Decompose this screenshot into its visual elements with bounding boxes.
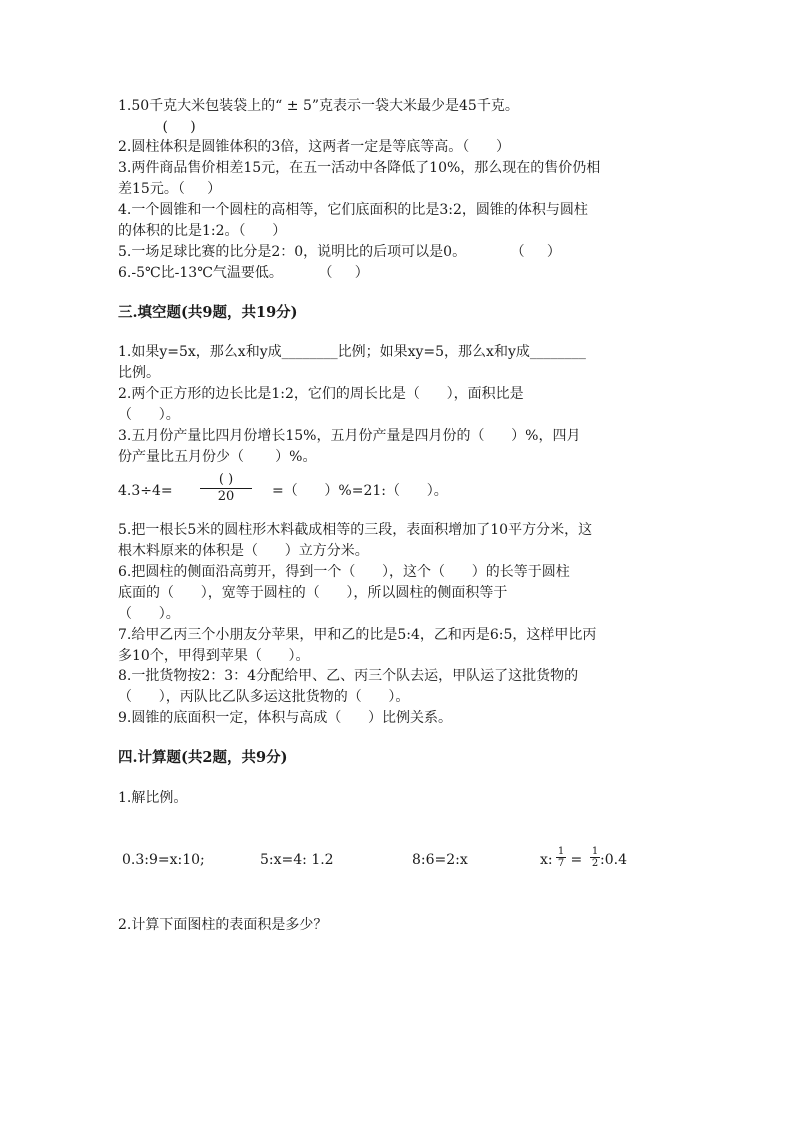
fill-q1: 1.如果y=5x，那么x和y成________比例；如果xy=5，那么x和y成________ <box>118 344 586 360</box>
fill-q4-fraction-num: ( ) <box>218 472 234 487</box>
calc-eq2: 5:x=4: 1.2 <box>260 852 334 868</box>
calc-eq4-prefix: x: <box>540 852 553 868</box>
fill-q7-cont: 多10个，甲得到苹果（ ）。 <box>118 648 310 664</box>
fill-q9: 9.圆锥的底面积一定，体积与高成（ ）比例关系。 <box>118 710 453 726</box>
calc-eq1: 0.3:9=x:10; <box>122 852 205 868</box>
judge-q3-cont: 差15元。（ ） <box>118 181 222 197</box>
section4-title: 四.计算题(共2题，共9分) <box>118 749 288 766</box>
fill-q3-cont: 份产量比五月份少（ ）%。 <box>118 449 317 465</box>
calc-q2: 2.计算下面图柱的表面积是多少？ <box>118 917 328 933</box>
calc-q1: 1.解比例。 <box>118 790 188 806</box>
judge-q1: 1.50千克大米包装袋上的“ ± 5”克表示一袋大米最少是45千克。 <box>118 98 519 114</box>
fill-q6: 6.把圆柱的侧面沿高剪开，得到一个（ ），这个（ ）的长等于圆柱 <box>118 564 570 580</box>
judge-q4-cont: 的体积的比是1:2。（ ） <box>118 223 287 239</box>
calc-eq4-frac2-num: 1 <box>591 846 599 857</box>
fill-q4-suffix: =（ ）%=21:（ ）。 <box>272 483 448 499</box>
fill-q1-cont: 比例。 <box>118 365 160 381</box>
fill-q3: 3.五月份产量比四月份增长15%，五月份产量是四月份的（ ）%，四月 <box>118 428 581 444</box>
fill-q4-prefix: 4.3÷4= <box>118 483 173 499</box>
calc-eq4-suffix: :0.4 <box>600 852 627 868</box>
judge-q3: 3.两件商品售价相差15元，在五一活动中各降低了10%，那么现在的售价仍相 <box>118 160 601 176</box>
judge-q4: 4.一个圆锥和一个圆柱的高相等，它们底面积的比是3:2，圆锥的体积与圆柱 <box>118 202 588 218</box>
judge-q1-blank: ( ) <box>118 119 196 135</box>
calc-eq4-frac2 <box>590 846 600 869</box>
fill-q5: 5.把一根长5米的圆柱形木料截成相等的三段，表面积增加了10平方分米，这 <box>118 522 593 538</box>
calc-eq4-equals: = <box>566 852 587 868</box>
fill-q4-fraction-den: 20 <box>217 489 235 504</box>
fill-q6-cont: 底面的（ ），宽等于圆柱的（ ），所以圆柱的侧面积等于 <box>118 585 508 601</box>
fill-q4-fraction <box>200 472 252 505</box>
calc-eq4-frac1-den: 7 <box>557 858 565 869</box>
calc-eq4-frac1 <box>556 846 566 869</box>
calc-eq3: 8:6=2:x <box>412 852 468 868</box>
fill-q2-cont: （ ）。 <box>118 407 180 423</box>
section3-title: 三.填空题(共9题，共19分) <box>118 304 298 321</box>
fill-q2: 2.两个正方形的边长比是1:2，它们的周长比是（ ），面积比是 <box>118 386 524 402</box>
fill-q7: 7.给甲乙丙三个小朋友分苹果，甲和乙的比是5:4，乙和丙是6:5，这样甲比丙 <box>118 627 597 643</box>
fill-q8: 8.一批货物按2：3：4分配给甲、乙、丙三个队去运，甲队运了这批货物的 <box>118 668 579 684</box>
judge-q6: 6.-5℃比-13℃气温要低。 （ ） <box>118 265 369 281</box>
calc-eq4-frac2-den: 2 <box>591 858 599 869</box>
judge-q5: 5.一场足球比赛的比分是2：0，说明比的后项可以是0。 （ ） <box>118 244 561 260</box>
calc-eq4-frac1-num: 1 <box>557 846 565 857</box>
fill-q6-cont2: （ ）。 <box>118 606 180 622</box>
fill-q5-cont: 根木料原来的体积是（ ）立方分米。 <box>118 543 369 559</box>
judge-q2: 2.圆柱体积是圆锥体积的3倍，这两者一定是等底等高。（ ） <box>118 139 510 155</box>
fill-q8-cont: （ ），丙队比乙队多运这批货物的（ ）。 <box>118 689 410 705</box>
